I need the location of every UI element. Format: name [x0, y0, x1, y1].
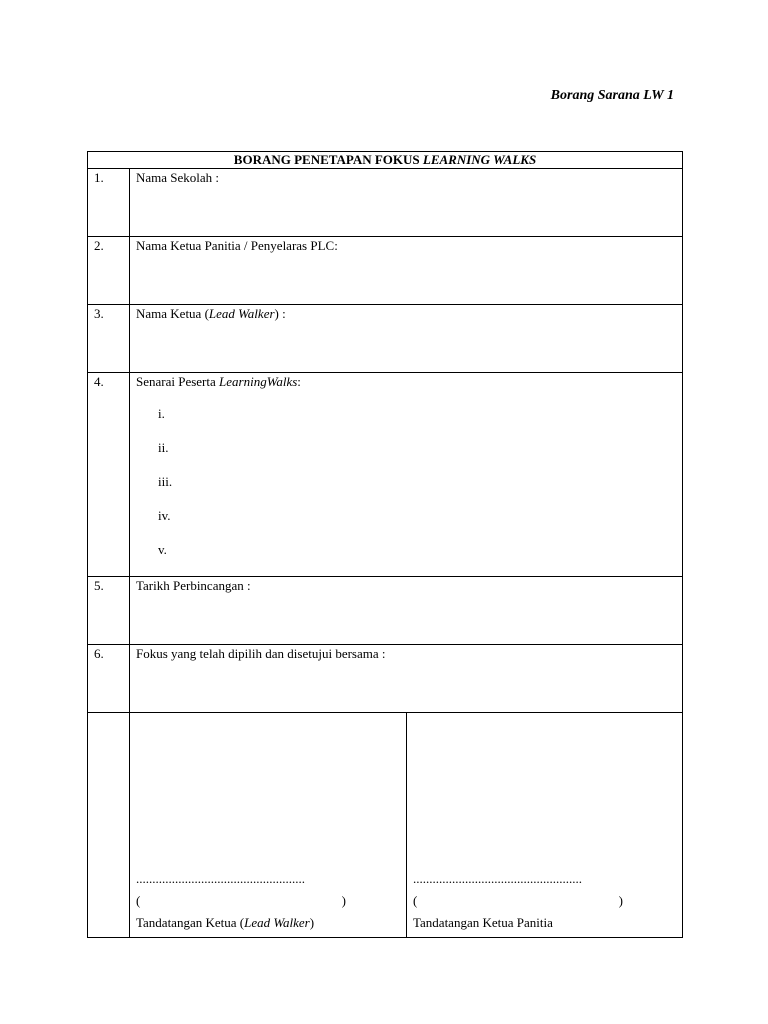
field-school-name[interactable]: [130, 169, 683, 237]
row-number: 5.: [88, 577, 130, 645]
field-lead-walker[interactable]: [130, 305, 683, 373]
field-participants[interactable]: [130, 373, 683, 577]
row-signatures: [88, 713, 683, 938]
row-number: 6.: [88, 645, 130, 713]
list-item[interactable]: ii.: [158, 440, 169, 455]
row-discussion-date: [88, 577, 683, 645]
field-label: Fokus yang telah dipilih dan disetujui bersama :: [136, 646, 386, 661]
list-item[interactable]: i.: [158, 406, 165, 421]
list-item[interactable]: iv.: [158, 508, 171, 523]
row-number: 1.: [88, 169, 130, 237]
signature-line: ....................................................: [413, 871, 582, 886]
participant-list: [136, 406, 676, 576]
row-number: 2.: [88, 237, 130, 305]
field-panel-head[interactable]: [130, 237, 683, 305]
name-brackets: ( ): [136, 893, 346, 908]
field-label: Nama Sekolah :: [136, 170, 220, 185]
row-participants: [88, 373, 683, 577]
form-title-row: [88, 152, 683, 169]
row-chosen-focus: [88, 645, 683, 713]
field-discussion-date[interactable]: [130, 577, 683, 645]
row-lead-walker: [88, 305, 683, 373]
field-chosen-focus[interactable]: [130, 645, 683, 713]
field-label: Senarai Peserta LearningWalks:: [136, 374, 301, 389]
signature-line: ....................................................: [136, 871, 305, 886]
signature-label: Tandatangan Ketua (Lead Walker): [136, 915, 315, 930]
list-item[interactable]: v.: [158, 542, 167, 557]
row-number: 4.: [88, 373, 130, 577]
name-brackets: ( ): [413, 893, 623, 908]
focus-form-table: [87, 151, 683, 938]
field-label: Nama Ketua (Lead Walker) :: [136, 306, 286, 321]
field-label: Tarikh Perbincangan :: [136, 578, 251, 593]
row-number-empty: [88, 713, 130, 938]
document-code: Borang Sarana LW 1: [550, 88, 674, 103]
form-title: BORANG PENETAPAN FOKUS LEARNING WALKS: [88, 152, 683, 169]
field-label: Nama Ketua Panitia / Penyelaras PLC:: [136, 238, 338, 253]
list-item[interactable]: iii.: [158, 474, 173, 489]
row-school-name: [88, 169, 683, 237]
row-panel-head: [88, 237, 683, 305]
row-number: 3.: [88, 305, 130, 373]
signature-lead-walker[interactable]: [130, 713, 407, 938]
signature-label: Tandatangan Ketua Panitia: [413, 915, 553, 930]
signature-panel-head[interactable]: [407, 713, 683, 938]
